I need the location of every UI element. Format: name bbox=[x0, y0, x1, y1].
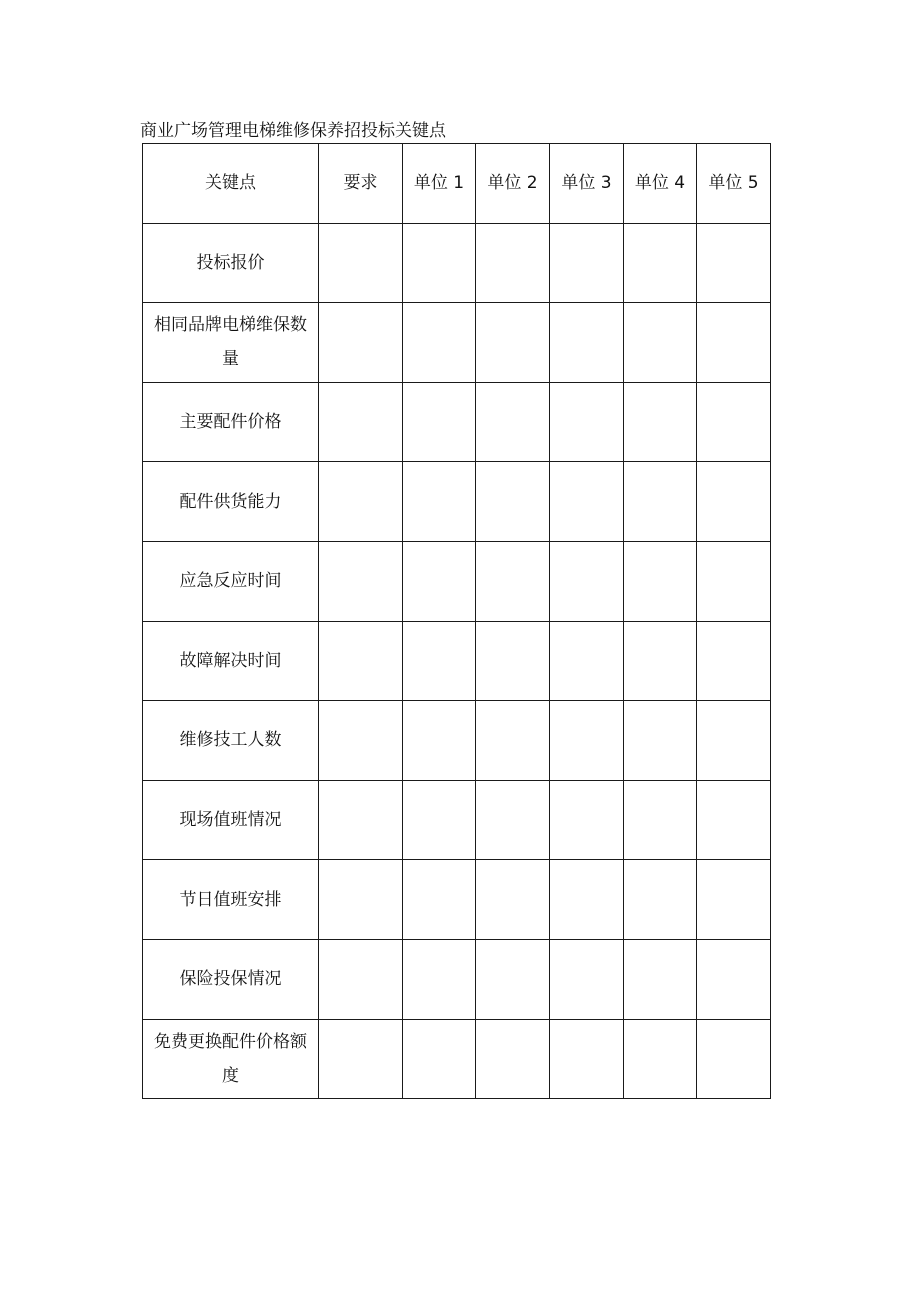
unit-1-cell bbox=[403, 621, 476, 701]
unit-5-cell bbox=[697, 860, 771, 940]
key-points-table bbox=[142, 143, 771, 1099]
unit-2-cell bbox=[476, 541, 550, 621]
unit-1-cell bbox=[403, 780, 476, 860]
unit-3-cell bbox=[550, 860, 624, 940]
requirement-cell bbox=[319, 780, 403, 860]
header-requirement: 要求 bbox=[319, 144, 403, 224]
requirement-cell bbox=[319, 860, 403, 940]
unit-3-cell bbox=[550, 939, 624, 1019]
unit-5-cell bbox=[697, 303, 771, 383]
unit-2-cell bbox=[476, 860, 550, 940]
unit-1-cell bbox=[403, 1019, 476, 1099]
unit-2-cell bbox=[476, 621, 550, 701]
unit-2-cell bbox=[476, 1019, 550, 1099]
key-point-label-cell bbox=[143, 780, 319, 860]
unit-1-cell bbox=[403, 223, 476, 303]
unit-4-cell bbox=[624, 939, 697, 1019]
unit-2-cell bbox=[476, 939, 550, 1019]
unit-5-cell bbox=[697, 223, 771, 303]
key-point-label: 相同品牌电梯维保数量 bbox=[154, 315, 307, 370]
key-point-label-cell bbox=[143, 541, 319, 621]
key-point-label-cell bbox=[143, 701, 319, 781]
unit-1-cell bbox=[403, 382, 476, 462]
unit-3-cell bbox=[550, 701, 624, 781]
unit-4-cell bbox=[624, 621, 697, 701]
key-point-label-cell bbox=[143, 382, 319, 462]
key-point-label-cell bbox=[143, 303, 319, 383]
requirement-cell bbox=[319, 701, 403, 781]
requirement-cell bbox=[319, 223, 403, 303]
header-unit-4: 单位 4 bbox=[624, 144, 697, 224]
header-unit-1: 单位 1 bbox=[403, 144, 476, 224]
unit-2-cell bbox=[476, 303, 550, 383]
unit-3-cell bbox=[550, 223, 624, 303]
document-title: 商业广场管理电梯维修保养招投标关键点 bbox=[140, 121, 446, 141]
requirement-cell bbox=[319, 303, 403, 383]
unit-3-cell bbox=[550, 541, 624, 621]
unit-4-cell bbox=[624, 462, 697, 542]
key-point-label-cell bbox=[143, 462, 319, 542]
unit-1-cell bbox=[403, 939, 476, 1019]
header-unit-3: 单位 3 bbox=[550, 144, 624, 224]
unit-4-cell bbox=[624, 780, 697, 860]
key-point-label: 应急反应时间 bbox=[179, 571, 282, 592]
unit-3-cell bbox=[550, 780, 624, 860]
header-key-point: 关键点 bbox=[143, 144, 319, 224]
unit-1-cell bbox=[403, 860, 476, 940]
unit-5-cell bbox=[697, 939, 771, 1019]
key-point-label: 维修技工人数 bbox=[179, 730, 282, 751]
key-point-label-cell bbox=[143, 1019, 319, 1099]
unit-2-cell bbox=[476, 382, 550, 462]
unit-2-cell bbox=[476, 223, 550, 303]
requirement-cell bbox=[319, 541, 403, 621]
table-row bbox=[143, 860, 771, 940]
unit-5-cell bbox=[697, 382, 771, 462]
unit-3-cell bbox=[550, 382, 624, 462]
unit-2-cell bbox=[476, 780, 550, 860]
unit-1-cell bbox=[403, 701, 476, 781]
requirement-cell bbox=[319, 939, 403, 1019]
key-point-label-cell bbox=[143, 223, 319, 303]
unit-4-cell bbox=[624, 541, 697, 621]
unit-4-cell bbox=[624, 1019, 697, 1099]
table-row bbox=[143, 462, 771, 542]
unit-3-cell bbox=[550, 621, 624, 701]
table-row bbox=[143, 541, 771, 621]
table-row bbox=[143, 939, 771, 1019]
key-point-label: 现场值班情况 bbox=[179, 810, 282, 831]
unit-2-cell bbox=[476, 701, 550, 781]
key-point-label-cell bbox=[143, 860, 319, 940]
key-point-label: 故障解决时间 bbox=[179, 650, 282, 671]
header-unit-5: 单位 5 bbox=[697, 144, 771, 224]
key-point-label: 主要配件价格 bbox=[179, 412, 282, 433]
requirement-cell bbox=[319, 1019, 403, 1099]
table-header-row bbox=[143, 144, 771, 224]
table-row bbox=[143, 1019, 771, 1099]
requirement-cell bbox=[319, 462, 403, 542]
key-point-label: 保险投保情况 bbox=[179, 969, 282, 990]
unit-4-cell bbox=[624, 701, 697, 781]
key-point-label: 节日值班安排 bbox=[179, 889, 282, 910]
table-row bbox=[143, 382, 771, 462]
unit-1-cell bbox=[403, 462, 476, 542]
unit-1-cell bbox=[403, 541, 476, 621]
unit-5-cell bbox=[697, 541, 771, 621]
unit-5-cell bbox=[697, 621, 771, 701]
unit-4-cell bbox=[624, 382, 697, 462]
table-row bbox=[143, 621, 771, 701]
unit-2-cell bbox=[476, 462, 550, 542]
table-row bbox=[143, 303, 771, 383]
unit-4-cell bbox=[624, 860, 697, 940]
requirement-cell bbox=[319, 382, 403, 462]
table-row bbox=[143, 780, 771, 860]
requirement-cell bbox=[319, 621, 403, 701]
unit-3-cell bbox=[550, 303, 624, 383]
unit-3-cell bbox=[550, 462, 624, 542]
unit-3-cell bbox=[550, 1019, 624, 1099]
unit-4-cell bbox=[624, 303, 697, 383]
unit-5-cell bbox=[697, 1019, 771, 1099]
key-point-label-cell bbox=[143, 939, 319, 1019]
key-point-label: 免费更换配件价格额度 bbox=[154, 1031, 307, 1086]
key-point-label: 配件供货能力 bbox=[179, 491, 282, 512]
table-row bbox=[143, 223, 771, 303]
unit-1-cell bbox=[403, 303, 476, 383]
header-unit-2: 单位 2 bbox=[476, 144, 550, 224]
unit-5-cell bbox=[697, 701, 771, 781]
unit-5-cell bbox=[697, 780, 771, 860]
unit-4-cell bbox=[624, 223, 697, 303]
key-point-label: 投标报价 bbox=[196, 252, 265, 273]
table-row bbox=[143, 701, 771, 781]
unit-5-cell bbox=[697, 462, 771, 542]
key-point-label-cell bbox=[143, 621, 319, 701]
